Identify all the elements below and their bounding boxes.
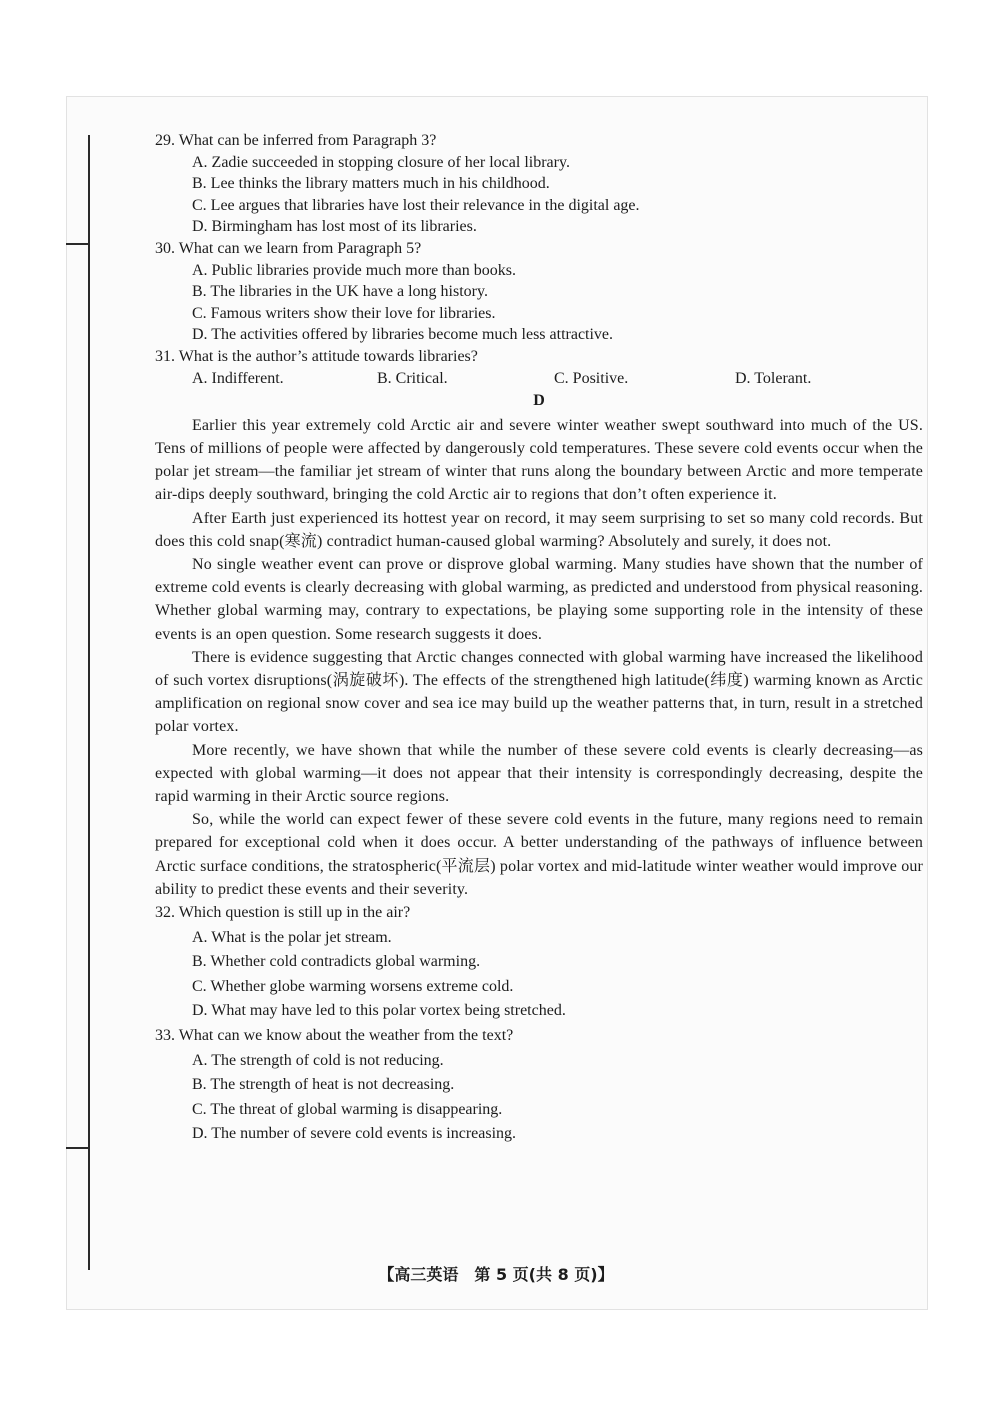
- question-30-option-a: A. Public libraries provide much more than books.: [192, 261, 516, 279]
- passage-paragraph-2: After Earth just experienced its hottest year on record, it may seem surprising to set so many cold records. But does this cold snap(寒流) contradict human-caused global warming? Absolutely and surely, it does not.: [155, 509, 923, 550]
- question-30-option-b: B. The libraries in the UK have a long history.: [192, 283, 488, 301]
- passage-paragraph-6: So, while the world can expect fewer of these severe cold events in the future, many regions need to remain prepared for exceptional cold when it does occur. A better understanding of the pathways of influence between Arctic surface conditions, the stratospheric(平流层) polar vortex and mid-latitude winter weather would improve our ability to predict these events and their severity.: [155, 811, 923, 898]
- exam-content: [155, 130, 923, 1147]
- question-32-option-c: C. Whether globe warming worsens extreme cold.: [192, 977, 514, 995]
- question-33-stem: 33. What can we know about the weather from the text?: [155, 1026, 514, 1044]
- question-31-options: [192, 368, 923, 390]
- question-29-stem: 29. What can be inferred from Paragraph 3?: [155, 132, 437, 149]
- question-31-option-c: C. Positive.: [554, 369, 629, 387]
- passage-paragraph-3: No single weather event can prove or disprove global warming. Many studies have shown that the number of extreme cold events is clearly decreasing with global warming, as predicted and understood from physical reasoning. Whether global warming may, contrary to expectations, be playing some supporting role in the intensity of these events is an open question. Some research suggests it does.: [155, 555, 923, 643]
- page-footer: 【高三英语 第 5 页(共 8 页)】: [378, 1265, 614, 1284]
- question-33-option-b: B. The strength of heat is not decreasing.: [192, 1076, 455, 1094]
- question-30-option-d: D. The activities offered by libraries become much less attractive.: [192, 326, 614, 344]
- question-32-option-b: B. Whether cold contradicts global warming.: [192, 953, 481, 971]
- question-30-stem: 30. What can we learn from Paragraph 5?: [155, 239, 422, 257]
- binding-tick-mark: [66, 243, 88, 245]
- question-33-option-d: D. The number of severe cold events is increasing.: [192, 1125, 517, 1143]
- question-31-option-b: B. Critical.: [377, 369, 448, 387]
- question-29-option-a: A. Zadie succeeded in stopping closure of her local library.: [192, 153, 570, 171]
- question-32-stem: 32. Which question is still up in the air?: [155, 903, 411, 921]
- passage-paragraph-1: Earlier this year extremely cold Arctic air and severe winter weather swept southward into much of the US. Tens of millions of people were affected by dangerously cold temperatures. These severe cold events occur when the polar jet stream—the familiar jet stream of winter that runs along the boundary between Arctic and more temperate air-dips deeply southward, bringing the cold Arctic air to regions that don’t often experience it.: [155, 416, 923, 504]
- question-32-option-a: A. What is the polar jet stream.: [192, 928, 392, 946]
- section-label: D: [533, 392, 545, 410]
- binding-tick-mark: [66, 1147, 88, 1149]
- passage-paragraph-5: More recently, we have shown that while the number of these severe cold events is clearly decreasing—as expected with global warming—it does not appear that their intensity is correspondingly decreasing, despite the rapid warming in their Arctic source regions.: [155, 741, 923, 805]
- question-31-option-a: A. Indifferent.: [192, 369, 284, 387]
- question-30-option-c: C. Famous writers show their love for libraries.: [192, 304, 496, 322]
- question-29-option-c: C. Lee argues that libraries have lost their relevance in the digital age.: [192, 196, 640, 214]
- question-32-option-d: D. What may have led to this polar vortex being stretched.: [192, 1002, 566, 1020]
- binding-margin-line: [88, 135, 90, 1270]
- question-33-option-c: C. The threat of global warming is disappearing.: [192, 1100, 503, 1118]
- question-31-stem: 31. What is the author’s attitude towards libraries?: [155, 347, 478, 365]
- question-29-option-d: D. Birmingham has lost most of its libraries.: [192, 218, 477, 236]
- passage-paragraph-4: There is evidence suggesting that Arctic changes connected with global warming have increased the likelihood of such vortex disruptions(涡旋破坏). The effects of the strengthened high latitude(纬度) warming known as Arctic amplification on regional snow cover and sea ice may build up the weather patterns that, in turn, result in a stretched polar vortex.: [155, 648, 923, 736]
- question-29-option-b: B. Lee thinks the library matters much in his childhood.: [192, 175, 550, 193]
- question-31-option-d: D. Tolerant.: [735, 369, 812, 387]
- question-33-option-a: A. The strength of cold is not reducing.: [192, 1051, 444, 1069]
